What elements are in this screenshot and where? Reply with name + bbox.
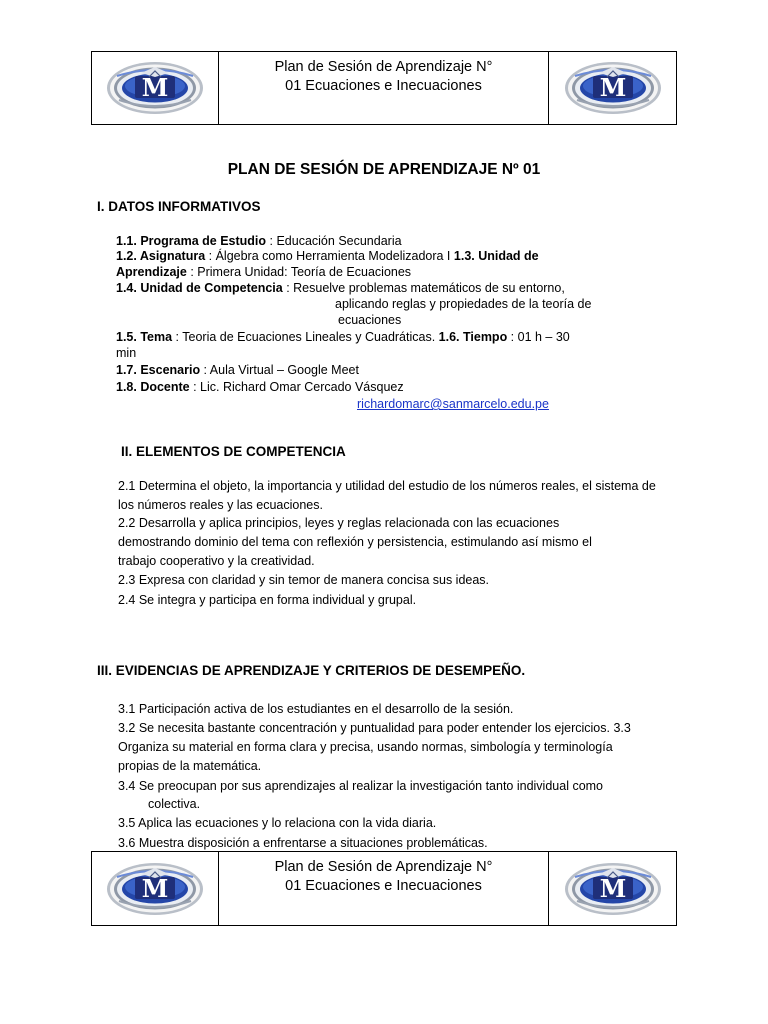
header-line1: Plan de Sesión de Aprendizaje N° <box>274 59 493 75</box>
header-logo-left <box>92 852 219 925</box>
info-value: : Educación Secundaria <box>266 234 402 248</box>
evidencia-line: Organiza su material en forma clara y precisa, usando normas, simbología y terminología <box>118 740 613 754</box>
header-line2: 01 Ecuaciones e Inecuaciones <box>285 878 482 894</box>
header-logo-right <box>549 52 676 124</box>
header-line1: Plan de Sesión de Aprendizaje N° <box>274 859 493 875</box>
competencia-line: 2.3 Expresa con claridad y sin temor de manera concisa sus ideas. <box>118 573 490 587</box>
competencia-line: trabajo cooperativo y la creatividad. <box>118 554 315 568</box>
header-logo-right <box>549 852 676 925</box>
info-value: : Lic. Richard Omar Cercado Vásquez <box>189 380 404 394</box>
info-label: 1.3. Unidad de <box>453 249 539 263</box>
info-label: 1.8. Docente <box>116 380 190 394</box>
info-line-1-1 <box>116 233 402 249</box>
docente-email-link[interactable]: richardomarc@sanmarcelo.edu.pe <box>357 397 549 411</box>
evidencia-line: colectiva. <box>148 797 201 811</box>
evidencia-line: 3.2 Se necesita bastante concentración y puntualidad para poder entender los ejercicios. 3.3 <box>118 721 631 735</box>
evidencia-line: 3.6 Muestra disposición a enfrentarse a situaciones problemáticas. <box>118 836 488 850</box>
info-label: 1.7. Escenario <box>116 363 201 377</box>
info-label: 1.5. Tema <box>116 330 173 344</box>
info-label: 1.1. Programa de Estudio <box>116 234 267 248</box>
info-line-1-4-cont2: ecuaciones <box>338 313 402 327</box>
competencia-line: los números reales y las ecuaciones. <box>118 498 323 512</box>
header-title <box>219 852 549 925</box>
m-crest-logo-icon <box>563 60 663 116</box>
competencia-line: demostrando dominio del tema con reflexión y persistencia, estimulando así mismo el <box>118 535 592 549</box>
info-value: : Primera Unidad: Teoría de Ecuaciones <box>186 265 412 279</box>
info-line-1-8 <box>116 379 404 395</box>
info-value: : 01 h – 30 <box>507 330 570 344</box>
competencia-line: 2.2 Desarrolla y aplica principios, leyes y reglas relacionada con las ecuaciones <box>118 516 560 530</box>
section3-heading: III. EVIDENCIAS DE APRENDIZAJE Y CRITERIOS DE DESEMPEÑO. <box>97 663 526 678</box>
info-value: : Álgebra como Herramienta Modelizadora I <box>205 249 454 263</box>
info-label: 1.6. Tiempo <box>438 330 508 344</box>
info-label: 1.2. Asignatura <box>116 249 206 263</box>
evidencia-line: 3.5 Aplica las ecuaciones y lo relaciona con la vida diaria. <box>118 816 437 830</box>
info-line-1-6-cont: min <box>116 346 137 360</box>
header-logo-left <box>92 52 219 124</box>
m-crest-logo-icon <box>105 861 205 917</box>
header-bottom <box>91 851 677 926</box>
competencia-line: 2.4 Se integra y participa en forma individual y grupal. <box>118 593 417 607</box>
page-title: PLAN DE SESIÓN DE APRENDIZAJE Nº 01 <box>227 161 541 178</box>
evidencia-line: 3.1 Participación activa de los estudiantes en el desarrollo de la sesión. <box>118 702 514 716</box>
section1-heading: I. DATOS INFORMATIVOS <box>97 199 261 214</box>
header-title <box>219 52 549 124</box>
evidencia-line: propias de la matemática. <box>118 759 262 773</box>
info-label: 1.4. Unidad de Competencia <box>116 281 283 295</box>
header-top <box>91 51 677 125</box>
evidencia-line: 3.4 Se preocupan por sus aprendizajes al realizar la investigación tanto individual como <box>118 779 604 793</box>
header-line2: 01 Ecuaciones e Inecuaciones <box>285 78 482 94</box>
info-value: : Teoria de Ecuaciones Lineales y Cuadráticas. <box>172 330 439 344</box>
info-value: : Aula Virtual – Google Meet <box>200 363 359 377</box>
info-line-1-3 <box>116 264 411 280</box>
info-line-1-7 <box>116 362 359 378</box>
m-crest-logo-icon <box>563 861 663 917</box>
info-line-1-4 <box>116 280 565 296</box>
info-value: : Resuelve problemas matemáticos de su entorno, <box>282 281 565 295</box>
info-line-1-4-cont1: aplicando reglas y propiedades de la teoría de <box>335 297 592 311</box>
info-label: Aprendizaje <box>116 265 187 279</box>
m-crest-logo-icon <box>105 60 205 116</box>
competencia-line: 2.1 Determina el objeto, la importancia y utilidad del estudio de los números reales, el sistema de <box>118 479 656 493</box>
info-line-1-5 <box>116 329 570 345</box>
info-line-1-2 <box>116 248 539 264</box>
section2-heading: II. ELEMENTOS DE COMPETENCIA <box>121 444 346 459</box>
